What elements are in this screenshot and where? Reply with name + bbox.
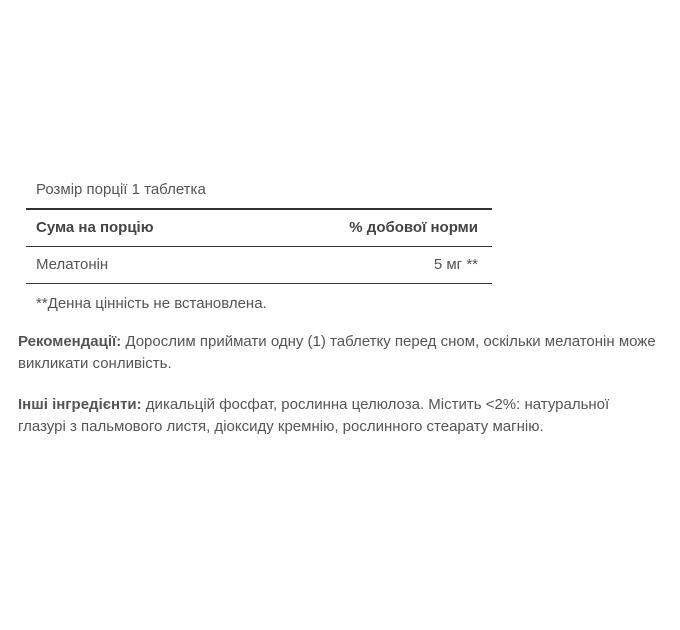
facts-header-row xyxy=(26,210,492,247)
recommendations-text: Дорослим приймати одну (1) таблетку перед сном, оскільки мелатонін може викликати сонливість. xyxy=(18,333,656,372)
recommendations-paragraph xyxy=(18,331,658,375)
daily-value-header: % добової норми xyxy=(349,219,478,236)
supplement-facts-table xyxy=(26,172,492,314)
amount-per-serving-header: Сума на порцію xyxy=(36,219,154,236)
serving-size: Розмір порції 1 таблетка xyxy=(26,172,492,210)
other-ingredients-paragraph xyxy=(18,394,658,438)
recommendations-label: Рекомендації: xyxy=(18,333,122,350)
ingredient-name: Мелатонін xyxy=(36,256,109,273)
table-row xyxy=(26,247,492,284)
other-ingredients-text: дикальцій фосфат, рослинна целюлоза. Містить <2%: натуральної глазурі з пальмового листя, діоксиду кремнію, рослинного стеарату магнію. xyxy=(18,396,610,435)
other-ingredients-label: Інші інгредієнти: xyxy=(18,396,142,413)
ingredient-amount: 5 мг ** xyxy=(433,256,478,273)
daily-value-footnote: **Денна цінність не встановлена. xyxy=(36,295,267,312)
